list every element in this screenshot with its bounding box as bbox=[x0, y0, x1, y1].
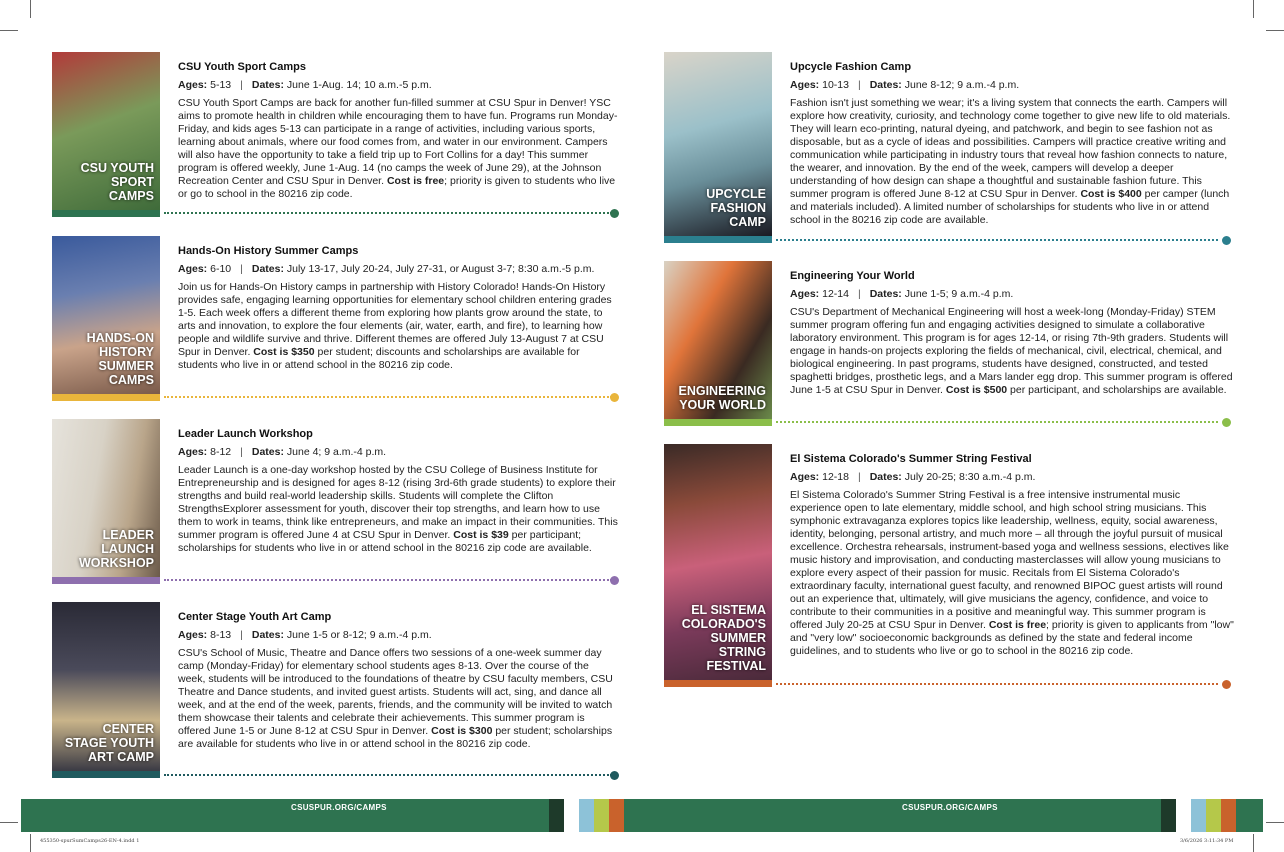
camp-caption: CENTER STAGE YOUTH ART CAMP bbox=[64, 722, 154, 764]
color-bar bbox=[664, 680, 772, 687]
color-bar bbox=[664, 419, 772, 426]
camp-caption: EL SISTEMA COLORADO'S SUMMER STRING FESTIVAL bbox=[681, 603, 766, 673]
camp-thumbnail bbox=[52, 419, 160, 584]
camp-text bbox=[178, 236, 618, 372]
divider-dot bbox=[1222, 418, 1231, 427]
camp-csu-youth-sport bbox=[52, 52, 622, 222]
camp-hands-on-history bbox=[52, 236, 622, 406]
dotted-divider bbox=[164, 774, 612, 776]
camp-description: CSU's Department of Mechanical Engineering will host a week-long (Monday-Friday) STEM summer program offering fun and engaging activities designed to simulate a collaborative laboratory environment. This program is for ages 12-14, or rising 7th-9th graders. Students will engage in hands-on projects exploring the fields of mechanical, civil, electrical, chemical, and biological engineering. In past programs, students have designed, constructed, and tested spaghetti bridges, prosthetic legs, and a Mars lander egg drop. This summer program is offered June 1-5 at CSU Spur in Denver. Cost is $500 per participant, and scholarships are available. bbox=[790, 306, 1233, 396]
swatch bbox=[594, 799, 609, 832]
footer-url-left[interactable]: CSUSPUR.ORG/CAMPS bbox=[291, 803, 387, 812]
color-swatches-right bbox=[1161, 799, 1236, 832]
camp-caption: UPCYCLE FASHION CAMP bbox=[706, 187, 766, 229]
camp-title: El Sistema Colorado's Summer String Festival bbox=[790, 453, 1032, 465]
camp-meta: Ages: 5-13 | Dates: June 1-Aug. 14; 10 a.m.-5 p.m. bbox=[178, 79, 432, 91]
camp-engineering-your-world bbox=[664, 261, 1244, 431]
divider-dot bbox=[610, 771, 619, 780]
camp-meta: Ages: 10-13 | Dates: June 8-12; 9 a.m.-4 p.m. bbox=[790, 79, 1020, 91]
camp-center-stage bbox=[52, 602, 622, 782]
divider-dot bbox=[610, 209, 619, 218]
color-bar bbox=[52, 771, 160, 778]
color-bar bbox=[52, 577, 160, 584]
camp-thumbnail bbox=[664, 52, 772, 243]
camp-thumbnail bbox=[664, 261, 772, 426]
swatch bbox=[579, 799, 594, 832]
camp-text bbox=[178, 602, 618, 751]
divider-dot bbox=[1222, 680, 1231, 689]
camp-thumbnail bbox=[52, 602, 160, 778]
camp-meta: Ages: 6-10 | Dates: July 13-17, July 20-24, July 27-31, or August 3-7; 8:30 a.m.-5 p.m. bbox=[178, 263, 595, 275]
camp-thumbnail bbox=[52, 236, 160, 401]
footer-url-right[interactable]: CSUSPUR.ORG/CAMPS bbox=[902, 803, 998, 812]
swatch bbox=[549, 799, 564, 832]
swatch bbox=[1221, 799, 1236, 832]
camp-title: Engineering Your World bbox=[790, 270, 915, 282]
swatch bbox=[564, 799, 579, 832]
print-slug-timestamp: 3/6/2026 3:11:34 PM bbox=[1180, 838, 1234, 844]
divider-dot bbox=[1222, 236, 1231, 245]
camp-description: CSU Youth Sport Camps are back for another fun-filled summer at CSU Spur in Denver! YSC aims to promote health in children while encouraging them to have fun. Programs run Monday-Friday, and kids ages 5-13 can participate in a range of activities, including various sports, learning about animals, where our food comes from, and water in our environment. Campers will also have the opportunity to take a field trip up to Fort Collins for a day! This summer program is offered weekly, June 1-Aug. 14 (no camps the week of June 29), at the Johnson Recreation Center and CSU Spur in Denver. Cost is free; priority is given to students who live or go to school in the 80216 zip code. bbox=[178, 97, 618, 200]
camp-meta: Ages: 8-13 | Dates: June 1-5 or 8-12; 9 a.m.-4 p.m. bbox=[178, 629, 432, 641]
camp-text bbox=[790, 52, 1234, 227]
camp-caption: HANDS-ON HISTORY SUMMER CAMPS bbox=[86, 331, 154, 387]
dotted-divider bbox=[164, 212, 612, 214]
dotted-divider bbox=[776, 239, 1218, 241]
camp-thumbnail bbox=[664, 444, 772, 687]
camp-title: Center Stage Youth Art Camp bbox=[178, 611, 332, 623]
camp-title: Upcycle Fashion Camp bbox=[790, 61, 912, 73]
dotted-divider bbox=[776, 421, 1218, 423]
camp-meta: Ages: 8-12 | Dates: June 4; 9 a.m.-4 p.m. bbox=[178, 446, 387, 458]
camp-thumbnail bbox=[52, 52, 160, 217]
camp-meta: Ages: 12-14 | Dates: June 1-5; 9 a.m.-4 p.m. bbox=[790, 288, 1014, 300]
camp-description: Join us for Hands-On History camps in partnership with History Colorado! Hands-On History provides safe, engaging learning opportunities for elementary school children entering grades 1-5. Each week offers a different theme from exploring how plants grow around the state, to arts and innovation, to explore the four elements (air, water, earth, and fire), to learning how people and wildlife survive and thrive. Different themes are offered July 13-August 7 at CSU Spur in Denver. Cost is $350 per student; discounts and scholarships are available for students who live in or attend school in the 80216 zip code. bbox=[178, 281, 612, 371]
swatch bbox=[609, 799, 624, 832]
swatch bbox=[1191, 799, 1206, 832]
camp-caption: ENGINEERING YOUR WORLD bbox=[678, 384, 766, 412]
camp-text bbox=[178, 419, 618, 555]
camp-leader-launch bbox=[52, 419, 622, 589]
camp-description: Leader Launch is a one-day workshop hosted by the CSU College of Business Institute for Entrepreneurship and is designed for ages 8-12 (rising 3rd-6th grade students) to explore their strengths and build real-world leadership skills. Students will complete the Clifton StrengthsExplorer assessment for youth, discover their top strengths, and learn how to use them to work in teams, think like entrepreneurs, and make an impact in their communities. This summer program is offered June 4 at CSU Spur in Denver. Cost is $39 per participant; scholarships for students who live in or attend school in the 80216 zip code are available. bbox=[178, 464, 618, 554]
camp-caption: LEADER LAUNCH WORKSHOP bbox=[79, 528, 154, 570]
dotted-divider bbox=[164, 579, 612, 581]
footer-bar bbox=[21, 799, 1263, 832]
swatch bbox=[1176, 799, 1191, 832]
camp-title: CSU Youth Sport Camps bbox=[178, 61, 306, 73]
color-bar bbox=[52, 394, 160, 401]
camp-upcycle-fashion bbox=[664, 52, 1244, 248]
camp-text bbox=[178, 52, 618, 201]
camp-title: Leader Launch Workshop bbox=[178, 428, 313, 440]
camp-meta: Ages: 12-18 | Dates: July 20-25; 8:30 a.m.-4 p.m. bbox=[790, 471, 1036, 483]
print-slug-file: 455350-spurSumCamps26-EN-4.indd 1 bbox=[40, 838, 140, 844]
camp-description: CSU's School of Music, Theatre and Dance offers two sessions of a one-week summer day camp (Monday-Friday) for elementary school students ages 8-13. Over the course of the week, students will be introduced to the foundations of theatre by CSU faculty members, CSU Theatre and Dance students, and invited guest artists. Students will act, sing, and dance all week, and at the end of the week, parents, friends, and the community will be invited to watch them showcase their talents and celebrate their achievements. This summer program is offered June 1-5 or June 8-12 at CSU Spur in Denver. Cost is $300 per student; scholarships are available for students who live in or attend school in the 80216 zip code. bbox=[178, 647, 613, 750]
dotted-divider bbox=[776, 683, 1218, 685]
color-swatches-left bbox=[549, 799, 624, 832]
dotted-divider bbox=[164, 396, 612, 398]
camp-text bbox=[790, 261, 1234, 397]
swatch bbox=[1206, 799, 1221, 832]
camp-title: Hands-On History Summer Camps bbox=[178, 245, 359, 257]
color-bar bbox=[52, 210, 160, 217]
camp-text bbox=[790, 444, 1234, 658]
divider-dot bbox=[610, 576, 619, 585]
color-bar bbox=[664, 236, 772, 243]
camp-description: El Sistema Colorado's Summer String Festival is a free intensive instrumental music experience open to late elementary, middle school, and high school string musicians. This symphonic extravaganza explores topics like leadership, wellness, equity, social awareness, identity, belonging, personal artistry, and much more – all through the joyful pursuit of musical excellence. Orchestra rehearsals, instrument-based yoga and wellness sessions, electives like music history and improvisation, and conducting masterclasses will allow young musicians to explore every aspect of their passion for music. Recitals from El Sistema Colorado's extraordinary faculty, international guest faculty, and renowned BIPOC guest artists will round out an experience that, ultimately, will give musicians the agency, confidence, and voice to contribute to their communities in a positive and meaningful way. This summer program is offered July 20-25 at CSU Spur in Denver. Cost is free; priority is given to applicants from "low" and "very low" socioeconomic backgrounds as defined by the state and federal income guidelines, and to students who live or go to school in the 80216 zip code. bbox=[790, 489, 1234, 657]
divider-dot bbox=[610, 393, 619, 402]
camp-el-sistema bbox=[664, 444, 1244, 692]
camp-caption: CSU YOUTH SPORT CAMPS bbox=[80, 161, 154, 203]
camp-description: Fashion isn't just something we wear; it's a living system that connects the earth. Campers will explore how creativity, curiosity, and technology come together to give new life to old materials. They will learn eco-printing, natural dyeing, and patchwork, and begin to see fashion not as disposable, but as a cycle of ideas and possibilities. Campers will practice creative writing and communication while participating in industry tours that reveal how fashion connects to nature, the wearer, and innovation. By the end of the week, campers will develop a deeper understanding of how design can shape a thoughtful and sustainable fashion future. This summer program is offered June 8-12 at CSU Spur in Denver. Cost is $400 per camper (lunch and materials included). A limited number of scholarships for students who live in or attend school in the 80216 zip code are available. bbox=[790, 97, 1231, 226]
swatch bbox=[1161, 799, 1176, 832]
